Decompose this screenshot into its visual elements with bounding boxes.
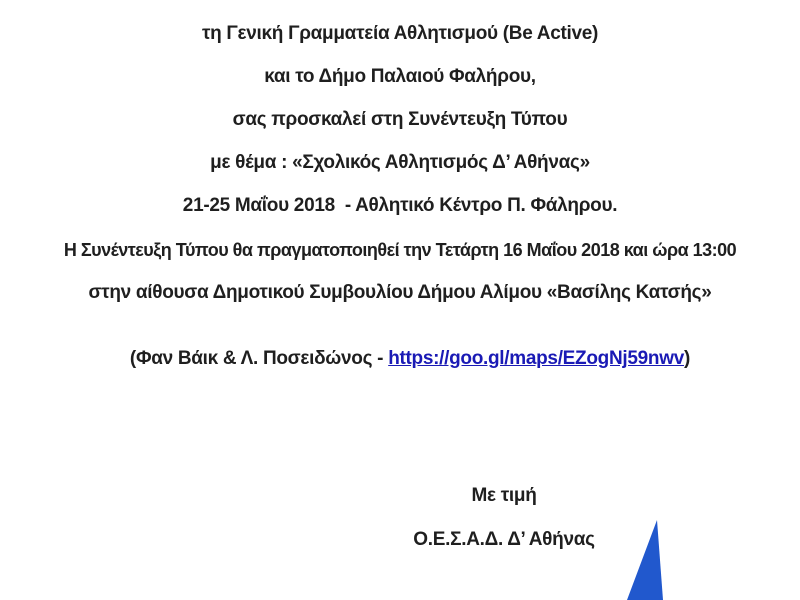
map-link[interactable]: https://goo.gl/maps/EZogNj59nwv [388,348,684,369]
invitation-line-venue: στην αίθουσα Δημοτικού Συμβουλίου Δήμου Αλίμου «Βασίλης Κατσής» [88,282,712,303]
invitation-line-event-dates: 21-25 Μαΐου 2018 - Αθλητικό Κέντρο Π. Φάληρου. [182,195,618,216]
blue-triangle-shape [627,520,663,600]
invitation-line-address [0,326,800,369]
signature-closing: Με τιμή [471,485,537,506]
invitation-line-invite: σας προσκαλεί στη Συνέντευξη Τύπου [232,109,568,130]
address-prefix-text: (Φαν Βάικ & Λ. Ποσειδώνος - [129,348,389,369]
invitation-line-municipality: και το Δήμο Παλαιού Φαλήρου, [264,66,536,87]
invitation-line-organizer: τη Γενική Γραμματεία Αθλητισμού (Be Active) [201,23,599,44]
invitation-line-subject: με θέμα : «Σχολικός Αθλητισμός Δ’ Αθήνας» [210,152,590,173]
signature-organization: Ο.Ε.Σ.Α.Δ. Δ’ Αθήνας [413,529,595,550]
invitation-line-press-datetime: Η Συνέντευξη Τύπου θα πραγματοποιηθεί την Τετάρτη 16 Μαΐου 2018 και ώρα 13:00 [63,240,737,260]
blue-sail-logo [620,516,668,600]
address-suffix-text: ) [683,348,690,369]
